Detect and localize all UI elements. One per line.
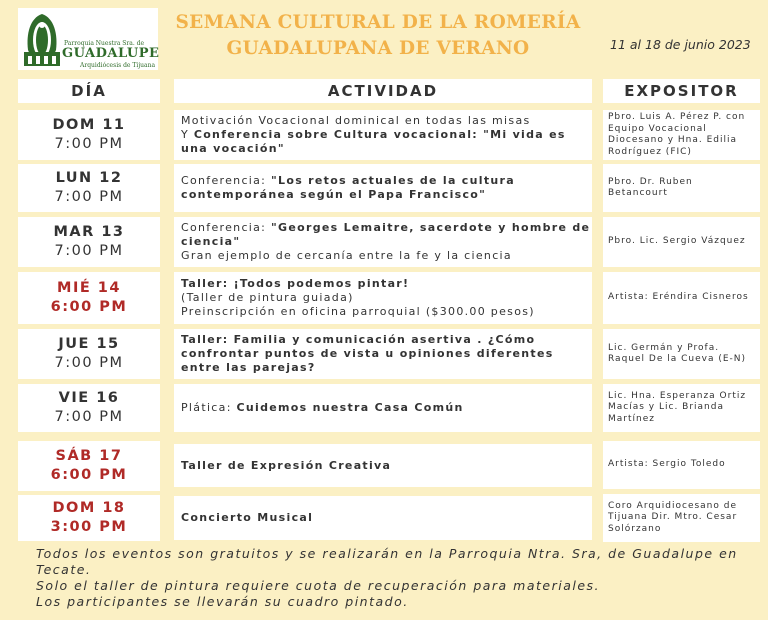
schedule-exhibitor: Pbro. Dr. Ruben Betancourt bbox=[603, 164, 760, 212]
schedule-day-vie-16 bbox=[18, 384, 160, 432]
schedule-activity bbox=[174, 329, 592, 379]
activity-highlight: "Georges Lemaitre, sacerdote y hombre de ciencia" bbox=[181, 221, 591, 249]
column-header-expositor: EXPOSITOR bbox=[603, 79, 760, 103]
schedule-activity bbox=[174, 110, 592, 160]
footer-line-1: Todos los eventos son gratuitos y se realizarán en la Parroquia Ntra. Sra, de Guadalupe en Tecate. bbox=[36, 546, 738, 577]
day-label: MAR 13 bbox=[53, 224, 125, 240]
schedule-exhibitor: Pbro. Lic. Sergio Vázquez bbox=[603, 217, 760, 267]
activity-highlight: Taller de Expresión Creativa bbox=[181, 458, 392, 472]
logo-line-1: Parroquia Nuestra Sra. de bbox=[64, 40, 145, 47]
footer-line-3: Los participantes se llevarán su cuadro pintado. bbox=[36, 594, 409, 609]
event-dates: 11 al 18 de junio 2023 bbox=[610, 37, 751, 52]
activity-highlight: "Los retos actuales de la cultura contemporánea según el Papa Francisco" bbox=[181, 174, 515, 201]
activity-text: Plática: bbox=[181, 401, 237, 415]
day-label: VIE 16 bbox=[58, 390, 120, 406]
activity-text: Gran ejemplo de cercanía entre la fe y la ciencia bbox=[181, 248, 512, 262]
virgin-of-guadalupe-icon bbox=[20, 10, 64, 68]
time-label: 6:00 PM bbox=[50, 299, 128, 315]
schedule-exhibitor: Pbro. Luis A. Pérez P. con Equipo Vocacional Diocesano y Hna. Edilia Rodríguez (FIC) bbox=[603, 110, 760, 160]
schedule-day-lun-12 bbox=[18, 164, 160, 212]
activity-highlight: Cuidemos nuestra Casa Común bbox=[236, 401, 464, 415]
activity-text: Conferencia: bbox=[181, 221, 271, 235]
activity-highlight: Conferencia sobre Cultura vocacional: "Mi vida es una vocación" bbox=[181, 128, 566, 155]
day-label: SÁB 17 bbox=[55, 448, 123, 464]
title-line-1: SEMANA CULTURAL DE LA ROMERÍA bbox=[175, 12, 581, 33]
time-label: 7:00 PM bbox=[54, 243, 124, 259]
activity-text: (Taller de pintura guiada) bbox=[181, 291, 354, 305]
activity-highlight: Concierto Musical bbox=[181, 511, 314, 525]
time-label: 7:00 PM bbox=[54, 189, 124, 205]
parish-logo bbox=[18, 8, 158, 70]
day-label: JUE 15 bbox=[58, 336, 120, 352]
schedule-activity bbox=[174, 217, 592, 267]
event-title bbox=[168, 10, 588, 62]
activity-text: Motivación Vocacional dominical en todas las misas bbox=[181, 114, 531, 128]
activity-text: Preinscripción en oficina parroquial ($300.00 pesos) bbox=[181, 304, 535, 318]
schedule-activity bbox=[174, 444, 592, 487]
time-label: 7:00 PM bbox=[54, 409, 124, 425]
activity-text: Y bbox=[181, 128, 194, 142]
schedule-day-sab-17 bbox=[18, 441, 160, 491]
schedule-day-dom-11 bbox=[18, 110, 160, 160]
schedule-day-dom-18 bbox=[18, 495, 160, 541]
logo-line-2: GUADALUPE bbox=[62, 46, 160, 61]
schedule-day-mie-14 bbox=[18, 272, 160, 324]
footer-notes bbox=[36, 546, 756, 610]
time-label: 6:00 PM bbox=[50, 467, 128, 483]
schedule-exhibitor: Lic. Hna. Esperanza Ortiz Macías y Lic. Brianda Martínez bbox=[603, 384, 760, 432]
time-label: 7:00 PM bbox=[54, 136, 124, 152]
time-label: 3:00 PM bbox=[50, 519, 128, 535]
day-label: DOM 18 bbox=[52, 500, 126, 516]
activity-highlight: Taller: ¡Todos podemos pintar! bbox=[181, 277, 410, 291]
logo-line-3: Arquidiócesis de Tijuana bbox=[80, 62, 156, 69]
title-line-2: GUADALUPANA DE VERANO bbox=[226, 38, 530, 59]
schedule-exhibitor: Lic. Germán y Profa. Raquel De la Cueva (E-N) bbox=[603, 329, 760, 379]
schedule-exhibitor: Artista: Sergio Toledo bbox=[603, 441, 760, 489]
schedule-exhibitor: Artista: Eréndira Cisneros bbox=[603, 272, 760, 324]
column-header-dia: DÍA bbox=[18, 79, 160, 103]
schedule-activity bbox=[174, 272, 592, 324]
activity-highlight: Taller: Familia y comunicación asertiva . ¿Cómo confrontar puntos de vista u opiniones diferentes entre las parejas? bbox=[181, 333, 554, 374]
schedule-day-jue-15 bbox=[18, 329, 160, 379]
footer-line-2: Solo el taller de pintura requiere cuota de recuperación para materiales. bbox=[36, 578, 601, 593]
schedule-activity bbox=[174, 164, 592, 212]
day-label: LUN 12 bbox=[55, 170, 123, 186]
column-header-actividad: ACTIVIDAD bbox=[174, 79, 592, 103]
schedule-activity bbox=[174, 496, 592, 540]
schedule-exhibitor: Coro Arquidiocesano de Tijuana Dir. Mtro. Cesar Solórzano bbox=[603, 494, 760, 542]
day-label: MIÉ 14 bbox=[57, 280, 121, 296]
schedule-activity bbox=[174, 384, 592, 432]
schedule-day-mar-13 bbox=[18, 217, 160, 267]
time-label: 7:00 PM bbox=[54, 355, 124, 371]
day-label: DOM 11 bbox=[52, 117, 126, 133]
activity-text: Conferencia: bbox=[181, 174, 271, 188]
